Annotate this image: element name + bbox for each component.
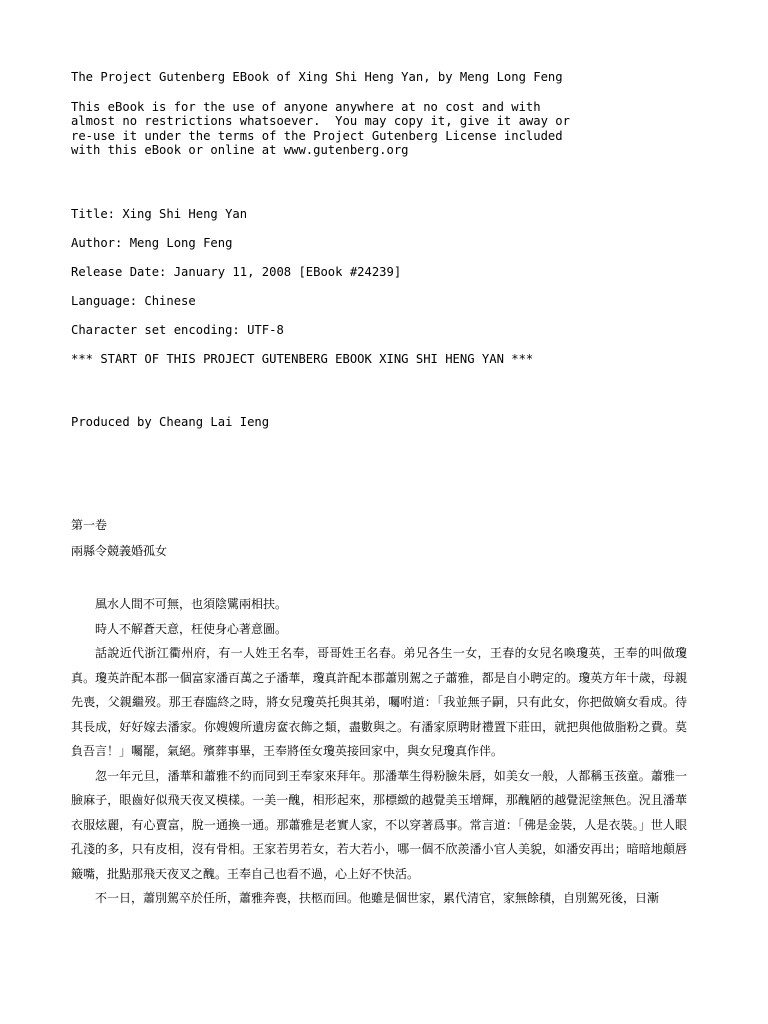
ebook-page	[71, 70, 711, 911]
spacer	[71, 381, 711, 415]
produced-by: Produced by Cheang Lai Ieng	[71, 414, 270, 429]
spacer	[71, 429, 711, 513]
meta-author: Author: Meng Long Feng	[71, 235, 233, 250]
meta-language: Language: Chinese	[71, 293, 196, 308]
body-paragraph: 忽一年元旦，潘華和蕭雅不約而同到王奉家來拜年。那潘華生得粉臉朱唇，如美女一般，人都稱玉孩童。蕭雅一臉麻子，眼齒好似飛天夜叉模樣。一美一醜，相形起來，那標緻的越覺美玉增輝，那醜陋的越覺泥塗無色。況且潘華衣服炫麗，有心賣富，脫一通換一通。那蕭雅是老實人家，不以穿著爲事。常言道：「佛是金裝，人是衣裝。」世人眼孔淺的多，只有皮相，沒有骨相。王家若男若女，若大若小，哪一個不欣羨潘小官人美貌，如潘安再出；暗暗地顛唇簸嘴，批點那飛天夜叉之醜。王奉自己也看不過，心上好不快活。	[71, 768, 687, 881]
spacer	[71, 173, 711, 207]
meta-title: Title: Xing Shi Heng Yan	[71, 206, 248, 221]
spacer	[71, 564, 711, 592]
body-paragraph: 不一日，蕭別駕卒於任所，蕭雅奔喪，扶柩而回。他雖是個世家，累代清官，家無餘積，自別駕死後，日漸	[95, 891, 660, 905]
start-marker: *** START OF THIS PROJECT GUTENBERG EBOOK XING SHI HENG YAN ***	[71, 351, 534, 366]
body-paragraph: 話說近代浙江衢州府，有一人姓王名奉，哥哥姓王名春。弟兄各生一女，王春的女兒名喚瓊英，王奉的叫做瓊真。瓊英許配本郡一個富家潘百萬之子潘華，瓊真許配本郡蕭別駕之子蕭雅，都是自小聘定的。瓊英方年十歲，母親先喪，父親繼歿。那王春臨終之時，將女兒瓊英托與其弟，囑咐道：「我並無子嗣，只有此女，你把做嫡女看成。待其長成，好好嫁去潘家。你嫂嫂所遺房奩衣飾之類，盡數與之。有潘家原聘財禮置下莊田，就把與他做脂粉之費。莫負吾言！」囑罷，氣絕。殯葬事畢，王奉將侄女瓊英接回家中，與女兒瓊真作伴。	[71, 646, 687, 758]
license-line: re-use it under the terms of the Project Gutenberg License included	[71, 128, 563, 143]
meta-release-date: Release Date: January 11, 2008 [EBook #24239]	[71, 264, 402, 279]
license-line: almost no restrictions whatsoever. You may copy it, give it away or	[71, 114, 570, 128]
chapter-title: 兩縣令競義婚孤女	[71, 543, 168, 558]
ebook-title-line: The Project Gutenberg EBook of Xing Shi Heng Yan, by Meng Long Feng	[71, 70, 563, 84]
poem-line: 風水人間不可無，也須陰騭兩相扶。	[95, 597, 288, 611]
license-line: with this eBook or online at www.gutenberg.org	[71, 143, 409, 157]
chapter-volume: 第一卷	[71, 518, 108, 532]
license-notice	[71, 100, 711, 158]
meta-encoding: Character set encoding: UTF-8	[71, 322, 284, 337]
poem-line: 時人不解蒼天意，枉使身心著意圖。	[95, 621, 288, 636]
license-line: This eBook is for the use of anyone anywhere at no cost and with	[71, 99, 541, 114]
